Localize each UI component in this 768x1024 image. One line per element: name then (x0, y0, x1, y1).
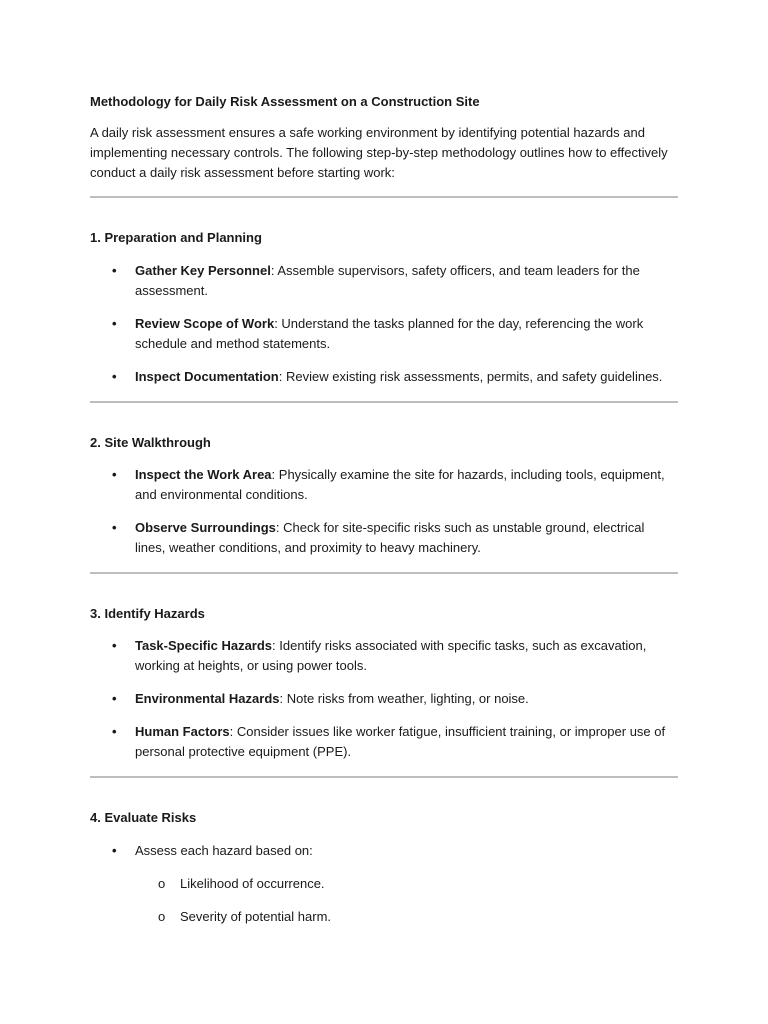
bullet-icon: • (112, 316, 117, 331)
list-item (90, 689, 678, 709)
sub-bullet-icon: o (158, 909, 166, 924)
item-term: Environmental Hazards (135, 691, 280, 706)
bullet-icon: • (112, 263, 117, 278)
divider (90, 776, 678, 778)
list-item (90, 636, 678, 676)
list-item (90, 722, 678, 762)
item-text: : Assemble supervisors, safety officers, and team leaders for the assessment. (135, 263, 640, 298)
bullet-icon: • (112, 369, 117, 384)
bullet-icon: • (112, 638, 117, 653)
bullet-icon: • (112, 843, 117, 858)
bullet-icon: • (112, 520, 117, 535)
item-term: Human Factors (135, 724, 230, 739)
item-text: Assess each hazard based on: (135, 843, 313, 858)
list-item (90, 841, 678, 861)
item-term: Gather Key Personnel (135, 263, 271, 278)
item-text: : Review existing risk assessments, permits, and safety guidelines. (278, 369, 663, 384)
divider (90, 401, 678, 403)
item-text: : Check for site-specific risks such as unstable ground, electrical lines, weather conditions, and proximity to heavy machinery. (135, 520, 645, 555)
bullet-icon: • (112, 467, 117, 482)
item-text: : Identify risks associated with specific tasks, such as excavation, working at heights, or using power tools. (135, 638, 647, 673)
section-title: 3. Identify Hazards (90, 606, 205, 621)
bullet-list (90, 636, 678, 762)
divider (90, 572, 678, 574)
bullet-icon: • (112, 691, 117, 706)
section-title: 4. Evaluate Risks (90, 810, 197, 825)
item-text: : Consider issues like worker fatigue, insufficient training, or improper use of personal protective equipment (PPE). (135, 724, 666, 759)
item-term: Observe Surroundings (135, 520, 276, 535)
document-body (90, 92, 678, 927)
bullet-list (90, 841, 678, 861)
sub-item-text: Likelihood of occurrence. (180, 876, 325, 891)
list-item (90, 367, 678, 387)
item-term: Inspect the Work Area (135, 467, 272, 482)
list-item (90, 261, 678, 301)
divider (90, 196, 678, 198)
item-text: : Physically examine the site for hazards, including tools, equipment, and environmental conditions. (135, 467, 665, 502)
sub-bullet-icon: o (158, 876, 166, 891)
sub-list-item (90, 907, 678, 927)
bullet-icon: • (112, 724, 117, 739)
sub-list-item (90, 874, 678, 894)
item-text: : Understand the tasks planned for the day, referencing the work schedule and method statements. (135, 316, 644, 351)
item-term: Task-Specific Hazards (135, 638, 273, 653)
bullet-list (90, 261, 678, 387)
list-item (90, 465, 678, 505)
sub-item-text: Severity of potential harm. (180, 909, 332, 924)
item-term: Review Scope of Work (135, 316, 275, 331)
bullet-list (90, 465, 678, 558)
intro-paragraph: A daily risk assessment ensures a safe working environment by identifying potential hazards and implementing necessary controls. The following step-by-step methodology outlines how to effectively conduct a daily risk assessment before starting work: (90, 125, 668, 180)
list-item (90, 314, 678, 354)
item-text: : Note risks from weather, lighting, or noise. (279, 691, 529, 706)
section-title: 2. Site Walkthrough (90, 435, 211, 450)
section-title: 1. Preparation and Planning (90, 230, 262, 245)
document-title: Methodology for Daily Risk Assessment on a Construction Site (90, 94, 480, 109)
item-term: Inspect Documentation (135, 369, 279, 384)
list-item (90, 518, 678, 558)
sub-bullet-list (90, 874, 678, 927)
